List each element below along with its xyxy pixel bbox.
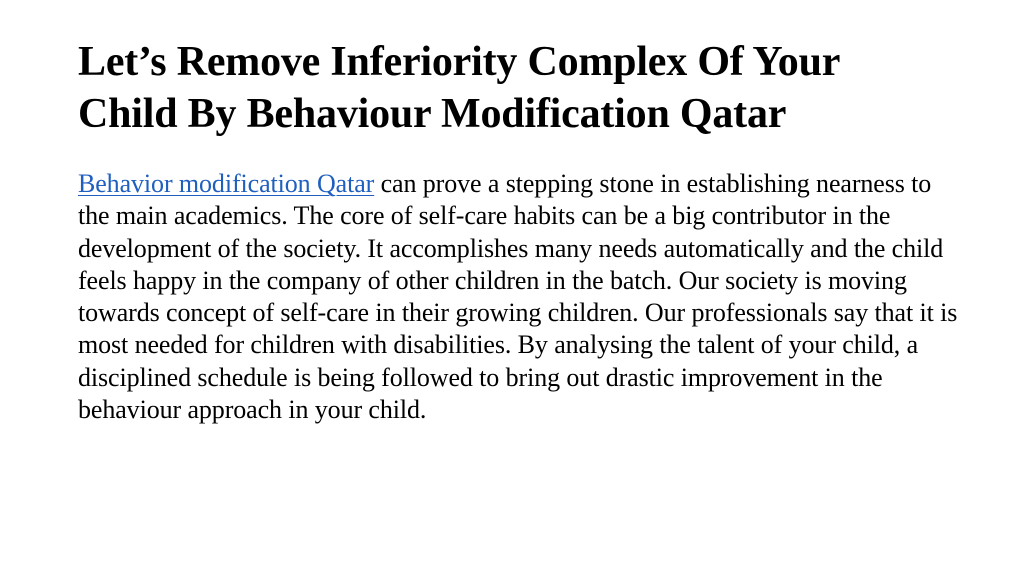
slide-title xyxy=(78,36,978,140)
behavior-modification-link[interactable]: Behavior modification Qatar xyxy=(78,169,375,198)
slide-title-line-2: Child By Behaviour Modification Qatar xyxy=(78,91,787,137)
body-paragraph-text: can prove a stepping stone in establishing nearness to the main academics. The core of self-care habits can be a big contributor in the development of the society. It accomplishes many needs automatically and the child feels happy in the company of other children in the batch. Our society is moving towards concept of self-care in their growing children. Our professionals say that it is most needed for children with disabilities. By analysing the talent of your child, a disciplined schedule is being followed to bring out drastic improvement in the behaviour approach in your child. xyxy=(78,169,958,425)
slide-title-line-1: Let’s Remove Inferiority Complex Of Your xyxy=(78,39,841,85)
body-paragraph xyxy=(78,168,958,426)
